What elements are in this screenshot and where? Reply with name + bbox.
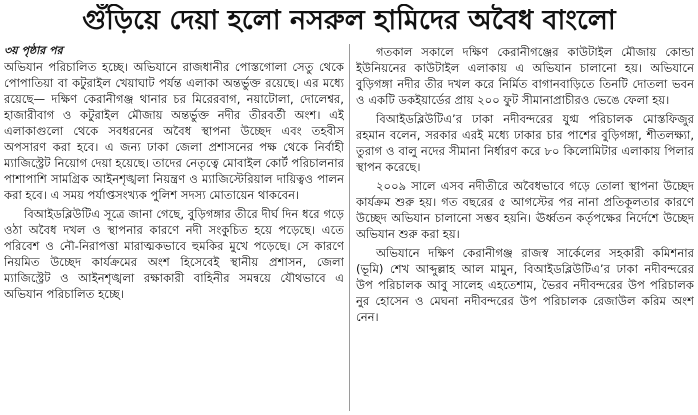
jump-label: ৩য় পৃষ্ঠার পর <box>4 44 63 57</box>
right-column <box>356 44 694 325</box>
left-column <box>4 44 344 302</box>
paragraph: ২০০৯ সালে এসব নদীতীরে অবৈধভাবে গড়ে তোলা স্থাপনা উচ্ছেদ কার্যক্রম শুরু হয়। গত বছরের ৫ আগস্টের পর নানা প্রতিকূলতার কারণে উচ্ছেদ অভিযান চালানো সম্ভব হয়নি। ঊর্ধ্বতন কর্তৃপক্ষের নির্দেশে উচ্ছেদ অভিযান শুরু করা হয়। <box>356 179 694 241</box>
paragraph: বিআইডব্লিউটিএ সূত্রে জানা গেছে, বুড়িগঙ্গার তীরে দীর্ঘ দিন ধরে গড়ে ওঠা অবৈধ দখল ও স্থাপনার কারণে নদী সংকুচিত হয়ে পড়েছে। এতে পরিবেশ ও নৌ-নিরাপত্তা মারাত্মকভাবে হুমকির মুখে পড়েছে। সে কারণে নিয়মিত উচ্ছেদ কার্যক্রমের অংশ হিসেবেই স্থানীয় প্রশাসন, জেলা ম্যাজিস্ট্রেট ও আইনশৃঙ্খলা রক্ষাকারী বাহিনীর সমন্বয়ে যৌথভাবে এ অভিযান পরিচালিত হচ্ছে। <box>4 207 344 301</box>
paragraph: বিআইডব্লিউটিএ’র ঢাকা নদীবন্দরের যুগ্ম পরিচালক মোস্তফিজুর রহমান বলেন, সরকার এরই মধ্যে ঢাকার চার পাশের বুড়িগঙ্গা, শীতলক্ষ্যা, তুরাগ ও বালু নদের সীমানা নির্ধারণ করে ৮০ কিলোমিটার এলাকায় পিলার স্থাপন করেছে। <box>356 112 694 174</box>
column-divider <box>349 44 350 411</box>
paragraph: অভিযানে দক্ষিণ কেরানীগঞ্জ রাজস্ব সার্কেলের সহকারী কমিশনার (ভূমি) শেখ আব্দুল্লাহ আল মামুন, বিআইডব্লিউটিএ’র ঢাকা নদীবন্দরের উপ পরিচালক আবু সালেহ এহতেশাম, ভৈরব নদীবন্দরের উপ পরিচালক নুর হোসেন ও মেঘনা নদীবন্দরের উপ পরিচালক রেজাউল করিম অংশ নেন। <box>356 246 694 324</box>
article-headline: গুঁড়িয়ে দেয়া হলো নসরুল হামিদের অবৈধ বাংলো <box>82 5 616 36</box>
paragraph: গতকাল সকালে দক্ষিণ কেরানীগঞ্জের কাউটাইল মৌজায় কোন্ডা ইউনিয়নের কাউটাইল এলাকায় এ অভিযান চালানো হয়। অভিযানে বুড়িগঙ্গা নদীর তীর দখল করে নির্মিত বাগানবাড়িতে তিনটি দোতলা ভবন ও একটি ডকইয়ার্ডের প্রায় ২০০ ফুট সীমানাপ্রাচীরও ভেঙে ফেলা হয়। <box>356 45 694 107</box>
paragraph: অভিযান পরিচালিত হচ্ছে। অভিযানে রাজধানীর পোস্তগোলা সেতু থেকে পোপাতিয়া বা কটুরাইল খেয়াঘাট পর্যন্ত এলাকা অন্তর্ভুক্ত রয়েছে। এর মধ্যে রয়েছে— দক্ষিণ কেরানীগঞ্জ থানার চর মিরেরবাগ, নয়াটোলা, দোলেশ্বর, হাজারীবাগ ও কটুরাইল মৌজায় অন্তর্ভুক্ত নদীর তীরবর্তী অংশ। এই এলাকাগুলো থেকে সবধরনের অবৈধ স্থাপনা উচ্ছেদ এবং তহবীস অপসারণ করা হবে। এ জন্য ঢাকা জেলা প্রশাসনের পক্ষ থেকে নির্বাহী ম্যাজিস্ট্রেট নিয়োগ দেয়া হয়েছে। তাদের নেতৃত্বে মোবাইল কোর্ট পরিচালনার পাশাপাশি সামগ্রিক আইনশৃঙ্খলা নিয়ন্ত্রণ ও ম্যাজিস্টেরিয়াল দায়িত্বও পালন করা হবে। এ সময় পর্যাপ্তসংখ্যক পুলিশ সদস্য মোতায়েন থাকবেন। <box>4 60 344 202</box>
